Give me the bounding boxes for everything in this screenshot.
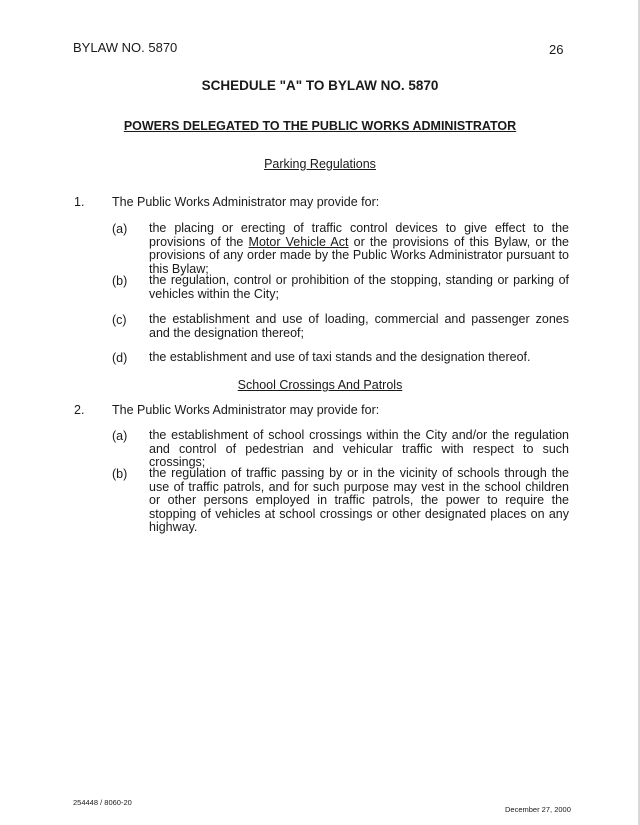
schedule-subtitle: POWERS DELEGATED TO THE PUBLIC WORKS ADMINISTRATOR	[123, 119, 517, 133]
item-text: the regulation of traffic passing by or in the vicinity of schools through the use of traffic patrols, and for such purpose may vest in the school children or other persons employed in traffic patrols, the power to require the stopping of vehicles at school crossings or other designated places on any highway.	[149, 466, 569, 534]
section-heading-parking: Parking Regulations	[264, 157, 376, 171]
page-number: 26	[549, 42, 564, 57]
document-date: December 27, 2000	[505, 805, 571, 814]
section-intro: The Public Works Administrator may provide for:	[112, 195, 380, 209]
document-reference: 254448 / 8060-20	[73, 798, 132, 807]
section-intro: The Public Works Administrator may provide for:	[112, 403, 380, 417]
item-text-pre: the placing or erecting of traffic control devices to give effect to the provisions of the	[149, 221, 569, 249]
item-text: the establishment of school crossings within the City and/or the regulation and control of pedestrian and vehicular traffic with respect to such crossings;	[149, 428, 569, 469]
schedule-title: SCHEDULE "A" TO BYLAW NO. 5870	[201, 78, 439, 93]
item-label: (a)	[112, 429, 128, 443]
item-text: the regulation, control or prohibition of the stopping, standing or parking of vehicles within the City;	[149, 273, 569, 301]
item-label: (a)	[112, 222, 128, 236]
section-number: 2.	[74, 403, 85, 417]
section-heading-school-crossings: School Crossings And Patrols	[237, 378, 403, 392]
item-label: (b)	[112, 467, 128, 481]
item-text-post: or the provisions of this Bylaw, or the provisions of any order made by the Public Works Administrator pursuant to this Bylaw;	[149, 234, 570, 276]
bylaw-number-header: BYLAW NO. 5870	[73, 40, 178, 55]
item-label: (b)	[112, 274, 128, 288]
item-text	[149, 222, 569, 276]
item-text: the establishment and use of loading, commercial and passenger zones and the designation thereof;	[149, 312, 569, 340]
item-text: the establishment and use of taxi stands and the designation thereof.	[149, 350, 531, 364]
item-label: (c)	[112, 313, 127, 327]
motor-vehicle-act-reference: Motor Vehicle Act	[248, 234, 349, 249]
section-number: 1.	[74, 195, 85, 209]
item-label: (d)	[112, 351, 128, 365]
